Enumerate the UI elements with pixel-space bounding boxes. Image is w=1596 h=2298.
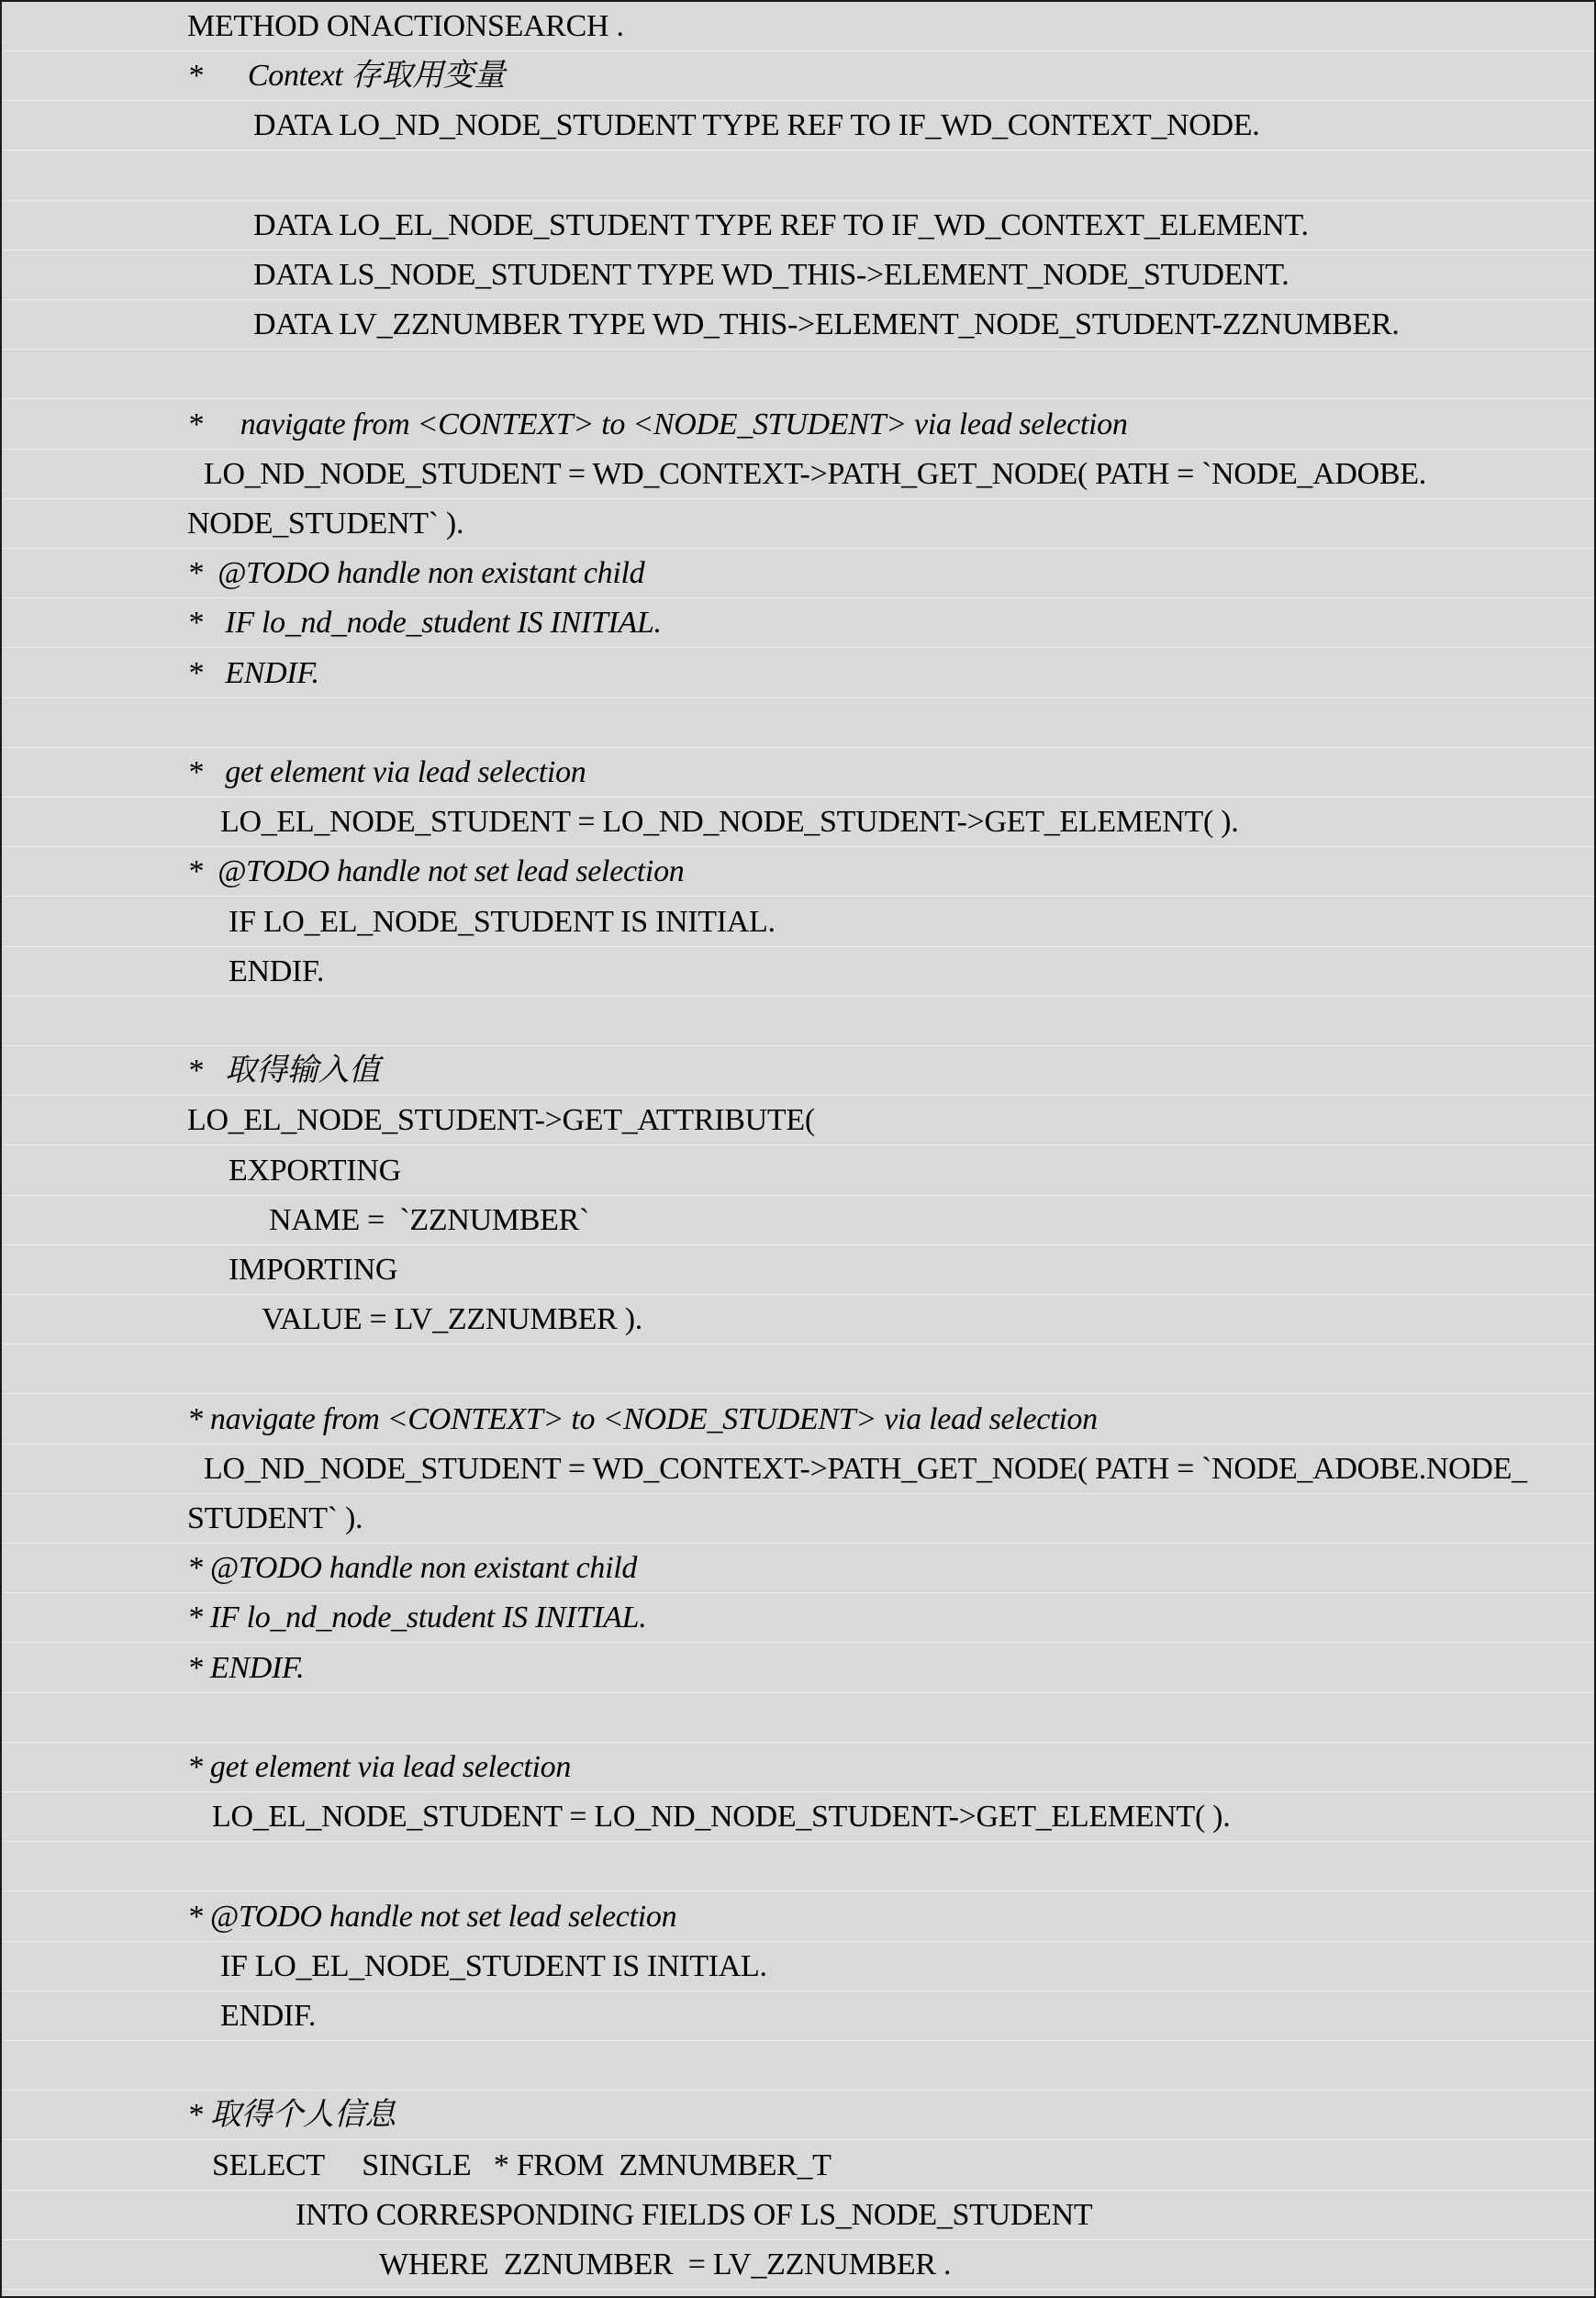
code-text: VALUE = LV_ZZNUMBER ). — [262, 1302, 642, 1337]
code-text: LO_EL_NODE_STUDENT->GET_ATTRIBUTE( — [187, 1103, 815, 1138]
code-line — [2, 1494, 1594, 1544]
comment-text: * Context 存取用变量 — [187, 59, 506, 94]
code-line — [2, 1593, 1594, 1643]
code-text: ENDIF. — [220, 1999, 317, 2033]
comment-text: * ENDIF. — [187, 655, 319, 690]
code-line — [2, 1743, 1594, 1792]
code-line — [2, 499, 1594, 549]
comment-text: * IF lo_nd_node_student IS INITIAL. — [187, 1601, 647, 1635]
code-line — [2, 1942, 1594, 1991]
code-line — [2, 1196, 1594, 1245]
code-text: DATA LO_ND_NODE_STUDENT TYPE REF TO IF_WD_CONTEXT_NODE. — [253, 108, 1260, 143]
code-line — [2, 847, 1594, 897]
code-line — [2, 151, 1594, 201]
comment-text: * @TODO handle not set lead selection — [187, 1899, 677, 1934]
code-text: ENDIF. — [229, 954, 325, 988]
code-line — [2, 101, 1594, 151]
code-text: STUDENT` ). — [187, 1501, 363, 1535]
comment-text: * @TODO handle non existant child — [187, 556, 645, 591]
code-line — [2, 1046, 1594, 1096]
code-line — [2, 2191, 1594, 2240]
code-line — [2, 400, 1594, 450]
code-line — [2, 2, 1594, 51]
code-line — [2, 2041, 1594, 2091]
code-text: LO_ND_NODE_STUDENT = WD_CONTEXT->PATH_GET_NODE( PATH = `NODE_ADOBE. — [204, 456, 1426, 491]
code-line — [2, 2141, 1594, 2191]
comment-text: * IF lo_nd_node_student IS INITIAL. — [187, 606, 662, 641]
code-line — [2, 1842, 1594, 1891]
code-line — [2, 1644, 1594, 1693]
code-text: DATA LS_NODE_STUDENT TYPE WD_THIS->ELEMENT_NODE_STUDENT. — [253, 258, 1289, 292]
code-line — [2, 1395, 1594, 1445]
comment-text: * ENDIF. — [187, 1650, 305, 1685]
code-text: LO_EL_NODE_STUDENT = LO_ND_NODE_STUDENT->GET_ELEMENT( ). — [212, 1800, 1231, 1835]
code-line — [2, 1295, 1594, 1344]
code-line — [2, 698, 1594, 748]
code-text: EXPORTING — [229, 1153, 401, 1188]
code-line — [2, 1146, 1594, 1196]
code-line — [2, 898, 1594, 947]
code-line — [2, 201, 1594, 251]
code-line — [2, 251, 1594, 300]
code-line — [2, 2091, 1594, 2140]
code-text: NODE_STUDENT` ). — [187, 507, 464, 541]
comment-text: * 取得输入值 — [187, 1054, 380, 1088]
comment-text: * navigate from <CONTEXT> to <NODE_STUDENT> via lead selection — [187, 407, 1128, 441]
code-text: IF LO_EL_NODE_STUDENT IS INITIAL. — [220, 1948, 767, 1983]
comment-text: * get element via lead selection — [187, 755, 586, 789]
code-text: DATA LV_ZZNUMBER TYPE WD_THIS->ELEMENT_NODE_STUDENT-ZZNUMBER. — [253, 307, 1400, 342]
code-line — [2, 1544, 1594, 1593]
code-text: IMPORTING — [229, 1253, 398, 1287]
code-line — [2, 350, 1594, 399]
code-line — [2, 1445, 1594, 1494]
comment-text: * 取得个人信息 — [187, 2098, 396, 2133]
comment-text: * @TODO handle non existant child — [187, 1551, 638, 1586]
code-text: LO_ND_NODE_STUDENT = WD_CONTEXT->PATH_GET_NODE( PATH = `NODE_ADOBE.NODE_ — [204, 1451, 1527, 1486]
code-line — [2, 1991, 1594, 2041]
code-line — [2, 300, 1594, 350]
code-line — [2, 549, 1594, 598]
code-line — [2, 2240, 1594, 2290]
code-text: WHERE ZZNUMBER = LV_ZZNUMBER . — [379, 2248, 952, 2281]
code-line — [2, 649, 1594, 698]
code-line — [2, 450, 1594, 499]
code-line — [2, 1344, 1594, 1394]
code-line — [2, 51, 1594, 101]
code-line — [2, 1892, 1594, 1942]
comment-text: * navigate from <CONTEXT> to <NODE_STUDENT> via lead selection — [187, 1401, 1098, 1436]
code-text: SELECT SINGLE * FROM ZMNUMBER_T — [212, 2147, 831, 2182]
code-line — [2, 1693, 1594, 1743]
code-line — [2, 798, 1594, 847]
code-text: METHOD ONACTIONSEARCH . — [187, 9, 624, 43]
code-line — [2, 947, 1594, 997]
code-line — [2, 1792, 1594, 1842]
code-text: LO_EL_NODE_STUDENT = LO_ND_NODE_STUDENT->GET_ELEMENT( ). — [220, 805, 1239, 840]
code-text: IF LO_EL_NODE_STUDENT IS INITIAL. — [229, 904, 776, 939]
code-text: INTO CORRESPONDING FIELDS OF LS_NODE_STUDENT — [296, 2197, 1093, 2232]
code-text: DATA LO_EL_NODE_STUDENT TYPE REF TO IF_WD_CONTEXT_ELEMENT. — [253, 207, 1309, 242]
code-line — [2, 748, 1594, 798]
code-line — [2, 997, 1594, 1046]
code-line — [2, 1245, 1594, 1295]
code-line — [2, 1096, 1594, 1145]
comment-text: * @TODO handle not set lead selection — [187, 854, 685, 889]
code-line — [2, 598, 1594, 648]
code-text: NAME = `ZZNUMBER` — [269, 1202, 590, 1237]
comment-text: * get element via lead selection — [187, 1750, 572, 1784]
